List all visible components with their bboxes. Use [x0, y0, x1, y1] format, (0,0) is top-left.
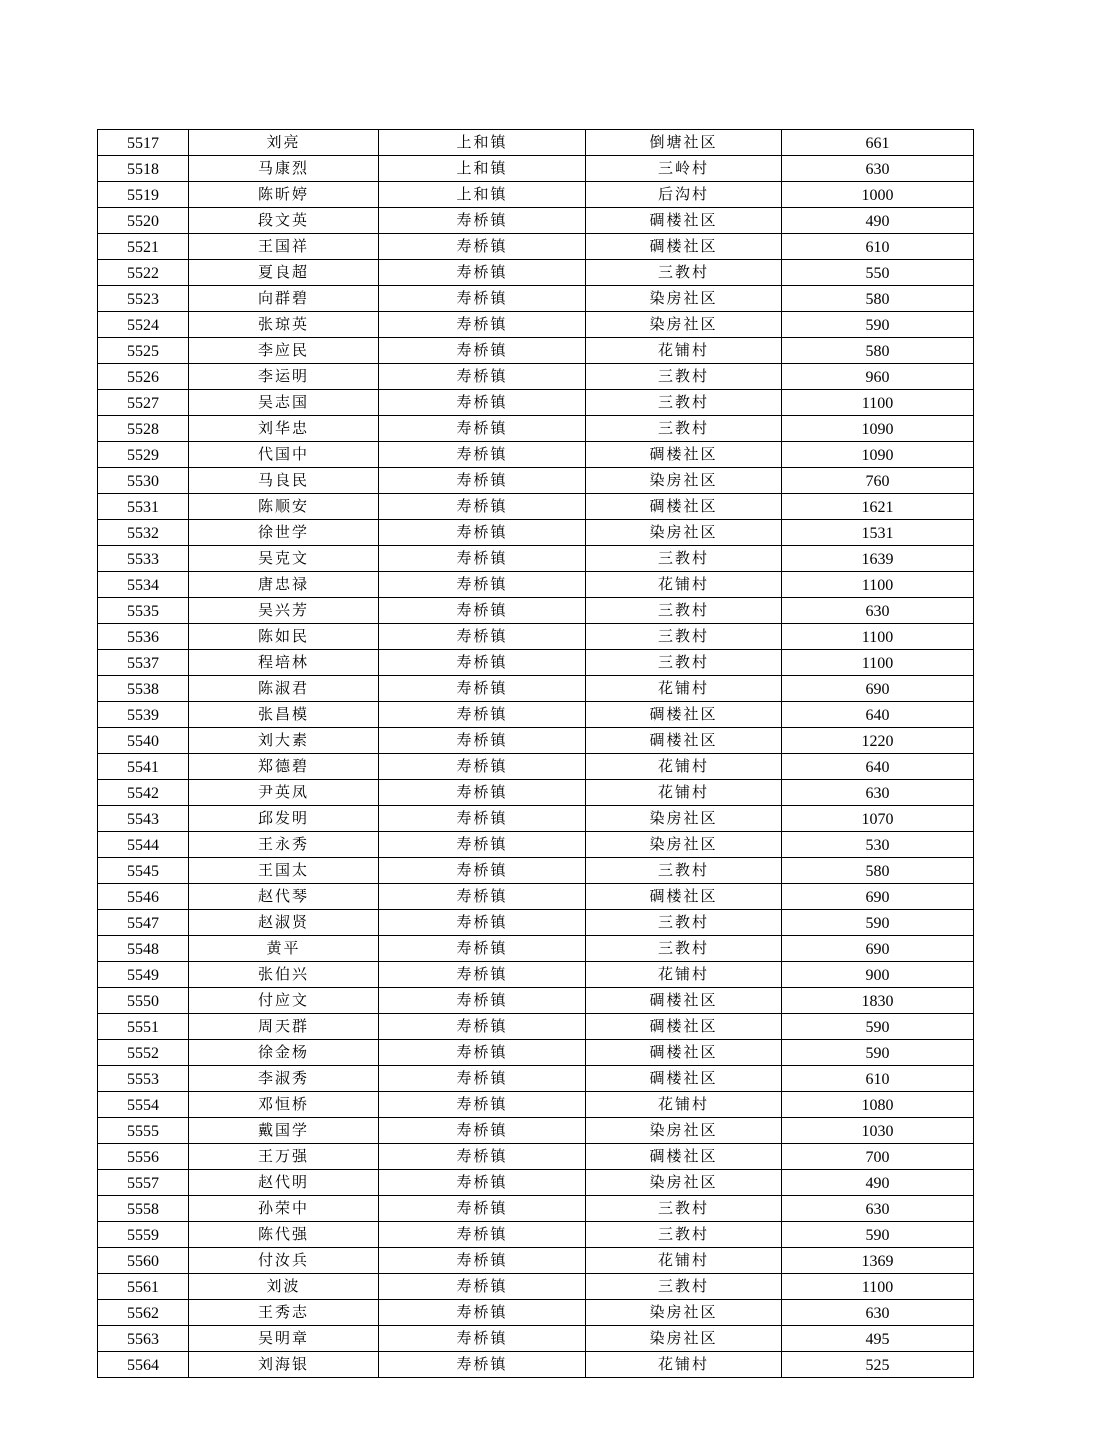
amount-cell: 590 — [782, 910, 974, 936]
amount-cell: 580 — [782, 338, 974, 364]
name-cell: 刘大素 — [189, 728, 379, 754]
serial-number-cell: 5525 — [98, 338, 189, 364]
table-row — [98, 1222, 974, 1248]
name-cell: 李应民 — [189, 338, 379, 364]
name-cell: 马康烈 — [189, 156, 379, 182]
town-cell: 寿桥镇 — [379, 520, 586, 546]
data-table — [97, 129, 974, 1378]
table-row — [98, 650, 974, 676]
town-cell: 寿桥镇 — [379, 1092, 586, 1118]
name-cell: 吴明章 — [189, 1326, 379, 1352]
name-cell: 吴志国 — [189, 390, 379, 416]
amount-cell: 1369 — [782, 1248, 974, 1274]
amount-cell: 580 — [782, 858, 974, 884]
town-cell: 寿桥镇 — [379, 286, 586, 312]
town-cell: 寿桥镇 — [379, 988, 586, 1014]
table-row — [98, 754, 974, 780]
town-cell: 寿桥镇 — [379, 884, 586, 910]
town-cell: 寿桥镇 — [379, 1014, 586, 1040]
town-cell: 寿桥镇 — [379, 208, 586, 234]
table-row — [98, 468, 974, 494]
amount-cell: 550 — [782, 260, 974, 286]
table-row — [98, 156, 974, 182]
serial-number-cell: 5518 — [98, 156, 189, 182]
table-row — [98, 806, 974, 832]
town-cell: 寿桥镇 — [379, 624, 586, 650]
village-cell: 碉楼社区 — [586, 234, 782, 260]
table-row — [98, 624, 974, 650]
serial-number-cell: 5539 — [98, 702, 189, 728]
name-cell: 徐金杨 — [189, 1040, 379, 1066]
village-cell: 碉楼社区 — [586, 988, 782, 1014]
serial-number-cell: 5550 — [98, 988, 189, 1014]
name-cell: 徐世学 — [189, 520, 379, 546]
name-cell: 邓恒桥 — [189, 1092, 379, 1118]
town-cell: 寿桥镇 — [379, 1326, 586, 1352]
serial-number-cell: 5555 — [98, 1118, 189, 1144]
name-cell: 郑德碧 — [189, 754, 379, 780]
name-cell: 王国祥 — [189, 234, 379, 260]
village-cell: 碉楼社区 — [586, 208, 782, 234]
town-cell: 寿桥镇 — [379, 416, 586, 442]
village-cell: 三教村 — [586, 416, 782, 442]
table-row — [98, 1014, 974, 1040]
serial-number-cell: 5563 — [98, 1326, 189, 1352]
table-row — [98, 702, 974, 728]
town-cell: 寿桥镇 — [379, 858, 586, 884]
village-cell: 三教村 — [586, 1274, 782, 1300]
amount-cell: 1070 — [782, 806, 974, 832]
name-cell: 王秀志 — [189, 1300, 379, 1326]
town-cell: 上和镇 — [379, 182, 586, 208]
serial-number-cell: 5537 — [98, 650, 189, 676]
town-cell: 寿桥镇 — [379, 338, 586, 364]
serial-number-cell: 5522 — [98, 260, 189, 286]
data-table-container — [97, 129, 974, 1378]
town-cell: 寿桥镇 — [379, 1040, 586, 1066]
village-cell: 三教村 — [586, 364, 782, 390]
table-row — [98, 832, 974, 858]
table-row — [98, 442, 974, 468]
name-cell: 黄平 — [189, 936, 379, 962]
table-row — [98, 234, 974, 260]
amount-cell: 1100 — [782, 650, 974, 676]
village-cell: 染房社区 — [586, 286, 782, 312]
amount-cell: 610 — [782, 1066, 974, 1092]
amount-cell: 1830 — [782, 988, 974, 1014]
amount-cell: 525 — [782, 1352, 974, 1378]
amount-cell: 690 — [782, 936, 974, 962]
table-row — [98, 884, 974, 910]
village-cell: 碉楼社区 — [586, 1066, 782, 1092]
amount-cell: 630 — [782, 780, 974, 806]
amount-cell: 640 — [782, 702, 974, 728]
amount-cell: 760 — [782, 468, 974, 494]
name-cell: 付应文 — [189, 988, 379, 1014]
village-cell: 三教村 — [586, 858, 782, 884]
table-row — [98, 182, 974, 208]
town-cell: 寿桥镇 — [379, 598, 586, 624]
amount-cell: 590 — [782, 312, 974, 338]
table-row — [98, 1066, 974, 1092]
table-row — [98, 260, 974, 286]
town-cell: 寿桥镇 — [379, 364, 586, 390]
table-row — [98, 1092, 974, 1118]
amount-cell: 1030 — [782, 1118, 974, 1144]
town-cell: 寿桥镇 — [379, 572, 586, 598]
table-row — [98, 1196, 974, 1222]
table-row — [98, 598, 974, 624]
name-cell: 陈代强 — [189, 1222, 379, 1248]
serial-number-cell: 5540 — [98, 728, 189, 754]
table-row — [98, 1352, 974, 1378]
village-cell: 染房社区 — [586, 806, 782, 832]
name-cell: 赵代琴 — [189, 884, 379, 910]
town-cell: 寿桥镇 — [379, 754, 586, 780]
name-cell: 陈顺安 — [189, 494, 379, 520]
serial-number-cell: 5535 — [98, 598, 189, 624]
serial-number-cell: 5545 — [98, 858, 189, 884]
town-cell: 上和镇 — [379, 130, 586, 156]
amount-cell: 630 — [782, 156, 974, 182]
name-cell: 邱发明 — [189, 806, 379, 832]
amount-cell: 1100 — [782, 1274, 974, 1300]
amount-cell: 640 — [782, 754, 974, 780]
name-cell: 程培林 — [189, 650, 379, 676]
serial-number-cell: 5528 — [98, 416, 189, 442]
village-cell: 三教村 — [586, 650, 782, 676]
village-cell: 染房社区 — [586, 1118, 782, 1144]
name-cell: 向群碧 — [189, 286, 379, 312]
village-cell: 花铺村 — [586, 676, 782, 702]
name-cell: 刘海银 — [189, 1352, 379, 1378]
amount-cell: 690 — [782, 676, 974, 702]
village-cell: 碉楼社区 — [586, 728, 782, 754]
name-cell: 陈淑君 — [189, 676, 379, 702]
serial-number-cell: 5544 — [98, 832, 189, 858]
town-cell: 寿桥镇 — [379, 650, 586, 676]
serial-number-cell: 5531 — [98, 494, 189, 520]
serial-number-cell: 5559 — [98, 1222, 189, 1248]
table-row — [98, 416, 974, 442]
serial-number-cell: 5548 — [98, 936, 189, 962]
town-cell: 寿桥镇 — [379, 442, 586, 468]
amount-cell: 630 — [782, 1300, 974, 1326]
amount-cell: 690 — [782, 884, 974, 910]
amount-cell: 490 — [782, 208, 974, 234]
table-row — [98, 988, 974, 1014]
serial-number-cell: 5558 — [98, 1196, 189, 1222]
table-row — [98, 1118, 974, 1144]
serial-number-cell: 5530 — [98, 468, 189, 494]
table-row — [98, 1300, 974, 1326]
table-row — [98, 1274, 974, 1300]
village-cell: 碉楼社区 — [586, 442, 782, 468]
name-cell: 唐忠禄 — [189, 572, 379, 598]
village-cell: 倒塘社区 — [586, 130, 782, 156]
village-cell: 花铺村 — [586, 754, 782, 780]
village-cell: 碉楼社区 — [586, 1040, 782, 1066]
amount-cell: 630 — [782, 598, 974, 624]
table-row — [98, 364, 974, 390]
table-row — [98, 1326, 974, 1352]
serial-number-cell: 5521 — [98, 234, 189, 260]
village-cell: 三教村 — [586, 546, 782, 572]
serial-number-cell: 5561 — [98, 1274, 189, 1300]
name-cell: 王永秀 — [189, 832, 379, 858]
name-cell: 戴国学 — [189, 1118, 379, 1144]
amount-cell: 700 — [782, 1144, 974, 1170]
name-cell: 孙荣中 — [189, 1196, 379, 1222]
amount-cell: 1621 — [782, 494, 974, 520]
serial-number-cell: 5547 — [98, 910, 189, 936]
table-row — [98, 962, 974, 988]
village-cell: 三教村 — [586, 936, 782, 962]
amount-cell: 1100 — [782, 624, 974, 650]
village-cell: 三岭村 — [586, 156, 782, 182]
serial-number-cell: 5542 — [98, 780, 189, 806]
name-cell: 陈如民 — [189, 624, 379, 650]
name-cell: 赵代明 — [189, 1170, 379, 1196]
name-cell: 张琼英 — [189, 312, 379, 338]
table-row — [98, 780, 974, 806]
name-cell: 李运明 — [189, 364, 379, 390]
serial-number-cell: 5541 — [98, 754, 189, 780]
name-cell: 王万强 — [189, 1144, 379, 1170]
table-row — [98, 936, 974, 962]
name-cell: 吴克文 — [189, 546, 379, 572]
serial-number-cell: 5529 — [98, 442, 189, 468]
town-cell: 寿桥镇 — [379, 702, 586, 728]
town-cell: 寿桥镇 — [379, 728, 586, 754]
village-cell: 三教村 — [586, 1222, 782, 1248]
town-cell: 寿桥镇 — [379, 390, 586, 416]
serial-number-cell: 5520 — [98, 208, 189, 234]
name-cell: 王国太 — [189, 858, 379, 884]
amount-cell: 1000 — [782, 182, 974, 208]
name-cell: 吴兴芳 — [189, 598, 379, 624]
serial-number-cell: 5519 — [98, 182, 189, 208]
village-cell: 染房社区 — [586, 312, 782, 338]
serial-number-cell: 5564 — [98, 1352, 189, 1378]
table-body — [98, 130, 974, 1378]
table-row — [98, 1144, 974, 1170]
town-cell: 寿桥镇 — [379, 1300, 586, 1326]
village-cell: 染房社区 — [586, 1170, 782, 1196]
town-cell: 寿桥镇 — [379, 676, 586, 702]
serial-number-cell: 5556 — [98, 1144, 189, 1170]
serial-number-cell: 5532 — [98, 520, 189, 546]
town-cell: 寿桥镇 — [379, 832, 586, 858]
village-cell: 染房社区 — [586, 1300, 782, 1326]
amount-cell: 1220 — [782, 728, 974, 754]
town-cell: 寿桥镇 — [379, 780, 586, 806]
village-cell: 三教村 — [586, 598, 782, 624]
village-cell: 花铺村 — [586, 572, 782, 598]
table-row — [98, 910, 974, 936]
table-row — [98, 520, 974, 546]
table-row — [98, 546, 974, 572]
serial-number-cell: 5517 — [98, 130, 189, 156]
amount-cell: 1090 — [782, 442, 974, 468]
serial-number-cell: 5554 — [98, 1092, 189, 1118]
table-row — [98, 858, 974, 884]
town-cell: 寿桥镇 — [379, 936, 586, 962]
amount-cell: 590 — [782, 1040, 974, 1066]
town-cell: 寿桥镇 — [379, 260, 586, 286]
village-cell: 碉楼社区 — [586, 1144, 782, 1170]
amount-cell: 630 — [782, 1196, 974, 1222]
serial-number-cell: 5557 — [98, 1170, 189, 1196]
amount-cell: 580 — [782, 286, 974, 312]
name-cell: 夏良超 — [189, 260, 379, 286]
name-cell: 代国中 — [189, 442, 379, 468]
amount-cell: 900 — [782, 962, 974, 988]
serial-number-cell: 5553 — [98, 1066, 189, 1092]
town-cell: 寿桥镇 — [379, 1248, 586, 1274]
name-cell: 刘华忠 — [189, 416, 379, 442]
village-cell: 碉楼社区 — [586, 702, 782, 728]
serial-number-cell: 5546 — [98, 884, 189, 910]
name-cell: 赵淑贤 — [189, 910, 379, 936]
serial-number-cell: 5523 — [98, 286, 189, 312]
town-cell: 上和镇 — [379, 156, 586, 182]
town-cell: 寿桥镇 — [379, 1118, 586, 1144]
town-cell: 寿桥镇 — [379, 1274, 586, 1300]
amount-cell: 610 — [782, 234, 974, 260]
table-row — [98, 572, 974, 598]
serial-number-cell: 5549 — [98, 962, 189, 988]
town-cell: 寿桥镇 — [379, 546, 586, 572]
village-cell: 花铺村 — [586, 1248, 782, 1274]
village-cell: 三教村 — [586, 624, 782, 650]
table-row — [98, 286, 974, 312]
table-row — [98, 728, 974, 754]
village-cell: 三教村 — [586, 260, 782, 286]
name-cell: 陈昕婷 — [189, 182, 379, 208]
table-row — [98, 1248, 974, 1274]
serial-number-cell: 5560 — [98, 1248, 189, 1274]
amount-cell: 1100 — [782, 390, 974, 416]
town-cell: 寿桥镇 — [379, 1352, 586, 1378]
name-cell: 刘波 — [189, 1274, 379, 1300]
town-cell: 寿桥镇 — [379, 1066, 586, 1092]
serial-number-cell: 5552 — [98, 1040, 189, 1066]
amount-cell: 1080 — [782, 1092, 974, 1118]
name-cell: 刘亮 — [189, 130, 379, 156]
serial-number-cell: 5543 — [98, 806, 189, 832]
serial-number-cell: 5562 — [98, 1300, 189, 1326]
town-cell: 寿桥镇 — [379, 1222, 586, 1248]
village-cell: 染房社区 — [586, 832, 782, 858]
name-cell: 张伯兴 — [189, 962, 379, 988]
village-cell: 染房社区 — [586, 520, 782, 546]
amount-cell: 1090 — [782, 416, 974, 442]
amount-cell: 1531 — [782, 520, 974, 546]
town-cell: 寿桥镇 — [379, 1144, 586, 1170]
village-cell: 碉楼社区 — [586, 884, 782, 910]
village-cell: 染房社区 — [586, 468, 782, 494]
amount-cell: 490 — [782, 1170, 974, 1196]
amount-cell: 1100 — [782, 572, 974, 598]
serial-number-cell: 5536 — [98, 624, 189, 650]
serial-number-cell: 5533 — [98, 546, 189, 572]
town-cell: 寿桥镇 — [379, 910, 586, 936]
village-cell: 三教村 — [586, 390, 782, 416]
town-cell: 寿桥镇 — [379, 234, 586, 260]
name-cell: 马良民 — [189, 468, 379, 494]
village-cell: 三教村 — [586, 910, 782, 936]
table-row — [98, 312, 974, 338]
table-row — [98, 1040, 974, 1066]
village-cell: 后沟村 — [586, 182, 782, 208]
town-cell: 寿桥镇 — [379, 468, 586, 494]
village-cell: 花铺村 — [586, 1092, 782, 1118]
name-cell: 尹英凤 — [189, 780, 379, 806]
serial-number-cell: 5551 — [98, 1014, 189, 1040]
village-cell: 碉楼社区 — [586, 1014, 782, 1040]
village-cell: 三教村 — [586, 1196, 782, 1222]
amount-cell: 960 — [782, 364, 974, 390]
town-cell: 寿桥镇 — [379, 1170, 586, 1196]
table-row — [98, 338, 974, 364]
town-cell: 寿桥镇 — [379, 1196, 586, 1222]
serial-number-cell: 5526 — [98, 364, 189, 390]
amount-cell: 495 — [782, 1326, 974, 1352]
town-cell: 寿桥镇 — [379, 312, 586, 338]
serial-number-cell: 5527 — [98, 390, 189, 416]
village-cell: 花铺村 — [586, 962, 782, 988]
table-row — [98, 676, 974, 702]
name-cell: 周天群 — [189, 1014, 379, 1040]
table-row — [98, 130, 974, 156]
amount-cell: 530 — [782, 832, 974, 858]
town-cell: 寿桥镇 — [379, 494, 586, 520]
amount-cell: 1639 — [782, 546, 974, 572]
name-cell: 段文英 — [189, 208, 379, 234]
name-cell: 李淑秀 — [189, 1066, 379, 1092]
table-row — [98, 390, 974, 416]
amount-cell: 590 — [782, 1014, 974, 1040]
town-cell: 寿桥镇 — [379, 962, 586, 988]
village-cell: 花铺村 — [586, 338, 782, 364]
serial-number-cell: 5538 — [98, 676, 189, 702]
amount-cell: 661 — [782, 130, 974, 156]
village-cell: 碉楼社区 — [586, 494, 782, 520]
table-row — [98, 208, 974, 234]
village-cell: 花铺村 — [586, 780, 782, 806]
name-cell: 付汝兵 — [189, 1248, 379, 1274]
name-cell: 张昌模 — [189, 702, 379, 728]
table-row — [98, 494, 974, 520]
serial-number-cell: 5524 — [98, 312, 189, 338]
town-cell: 寿桥镇 — [379, 806, 586, 832]
amount-cell: 590 — [782, 1222, 974, 1248]
serial-number-cell: 5534 — [98, 572, 189, 598]
table-row — [98, 1170, 974, 1196]
village-cell: 花铺村 — [586, 1352, 782, 1378]
village-cell: 染房社区 — [586, 1326, 782, 1352]
